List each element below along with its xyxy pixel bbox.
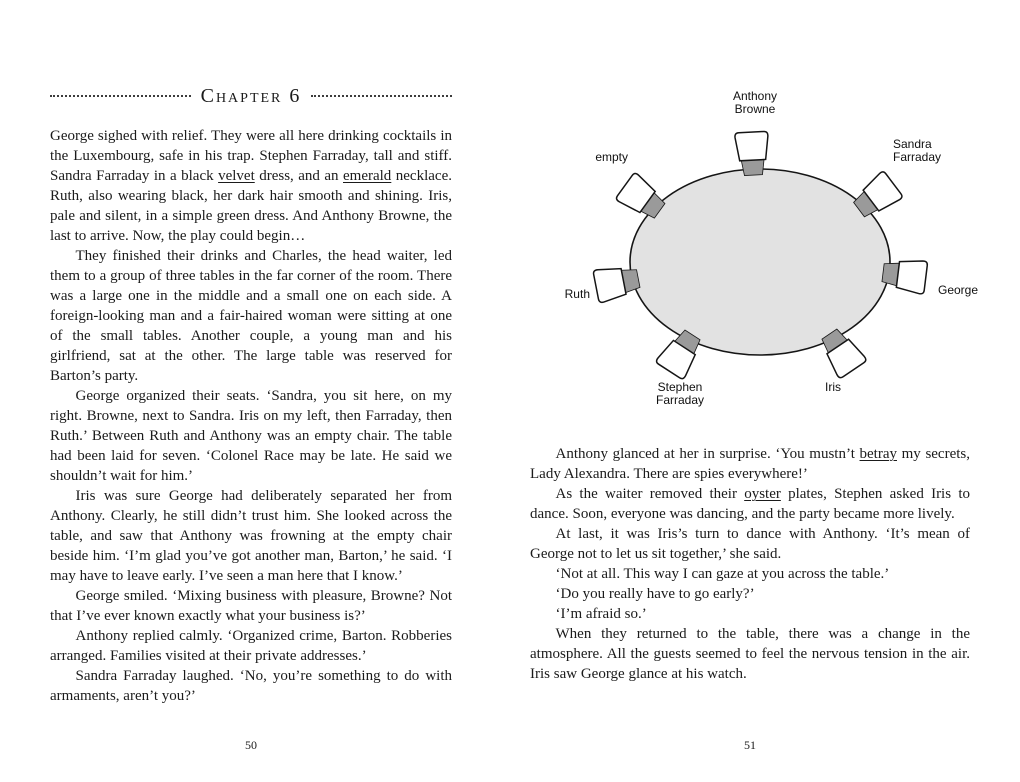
- dotted-rule-right: [311, 95, 452, 97]
- book-paragraph: Anthony replied calmly. ‘Organized crime, Barton. Robberies arranged. Families visited at their private addresses.’: [50, 628, 452, 664]
- seating-diagram-svg: [530, 88, 982, 428]
- chapter-heading-row: [50, 86, 452, 106]
- book-paragraph: Anthony glanced at her in surprise. ‘You mustn’t betray my secrets, Lady Alexandra. There are spies everywhere!’: [530, 446, 970, 482]
- seat-label-sandra-farraday: Farraday: [893, 150, 942, 164]
- book-paragraph: When they returned to the table, there was a change in the atmosphere. All the guests seemed to feel the nervous tension in the air. Iris saw George glance at his watch.: [530, 626, 970, 682]
- book-paragraph: Sandra Farraday laughed. ‘No, you’re something to do with armaments, aren’t you?’: [50, 668, 452, 704]
- seat-label-iris: Iris: [825, 380, 841, 394]
- right-text-block: [530, 444, 970, 684]
- book-paragraph: George organized their seats. ‘Sandra, you sit here, on my right. Browne, next to Sandra. Iris on my left, then Farraday, then Ruth.’ Between Ruth and Anthony was an empty chair. The table had been laid for seven. ‘Colonel Race may be late. He said we shouldn’t wait for him.’: [50, 388, 452, 484]
- book-paragraph: As the waiter removed their oyster plates, Stephen asked Iris to dance. Soon, everyone was dancing, and the party became more lively.: [530, 486, 970, 522]
- book-paragraph: ‘Do you really have to go early?’: [555, 586, 755, 602]
- seat-label-ruth: Ruth: [564, 287, 590, 301]
- book-paragraph: George smiled. ‘Mixing business with pleasure, Browne? Not that I’ve ever known exactly what your business is?’: [50, 588, 452, 624]
- left-page-number: 50: [245, 738, 257, 752]
- chair-back: [896, 258, 928, 294]
- chapter-title: Chapter 6: [200, 85, 302, 107]
- seat-label-sandra-farraday: Sandra: [893, 137, 932, 151]
- left-page: [50, 0, 452, 782]
- seat-label-anthony-browne: Browne: [734, 102, 776, 116]
- seat-label-empty: empty: [595, 150, 628, 164]
- seat-label-george: George: [938, 283, 979, 297]
- book-paragraph: At last, it was Iris’s turn to dance with Anthony. ‘It’s mean of George not to let us sit together,’ she said.: [530, 526, 970, 562]
- book-paragraph: ‘I’m afraid so.’: [555, 606, 647, 622]
- vocabulary-word: betray: [859, 446, 897, 462]
- book-paragraph: ‘Not at all. This way I can gaze at you across the table.’: [555, 566, 890, 582]
- seating-diagram: [530, 88, 979, 428]
- right-page-number: 51: [744, 738, 756, 752]
- dining-table: [630, 169, 890, 355]
- book-paragraph: They finished their drinks and Charles, the head waiter, led them to a group of three tables in the far corner of the room. There was a large one in the middle and a small one on each side. A foreign-looking man and a fair-haired woman were sitting at one of the small tables. Another couple, a young man and his girlfriend, sat at the other. The large table was reserved for Barton’s party.: [50, 248, 452, 384]
- vocabulary-word: velvet: [218, 168, 255, 184]
- book-paragraph: Iris was sure George had deliberately separated her from Anthony. Clearly, he still didn’t trust him. She looked across the table, and saw that Anthony was frowning at the empty chair beside him. ‘I’m glad you’ve got another man, Barton,’ he said. ‘I may have to leave early. I’ve seen a man here that I know.’: [50, 488, 452, 584]
- book-paragraph: George sighed with relief. They were all here drinking cocktails in the Luxembourg, safe in his trap. Stephen Farraday, tall and stiff. Sandra Farraday in a black velvet dress, and an emerald necklace. Ruth, also wearing black, her dark hair smooth and shining. Iris, pale and silent, in a simple green dress. And Anthony Browne, the last to arrive. Now, the play could begin…: [50, 128, 452, 244]
- vocabulary-word: emerald: [343, 168, 392, 184]
- right-page: [530, 0, 979, 782]
- vocabulary-word: oyster: [744, 486, 781, 502]
- chair-back: [735, 131, 769, 161]
- seat-label-anthony-browne: Anthony: [732, 89, 778, 103]
- left-text-block: [50, 126, 452, 706]
- dotted-rule-left: [50, 95, 191, 97]
- seat-label-stephen-farraday: Farraday: [655, 393, 705, 407]
- seat-label-stephen-farraday: Stephen: [657, 380, 703, 394]
- chair-back: [593, 265, 627, 303]
